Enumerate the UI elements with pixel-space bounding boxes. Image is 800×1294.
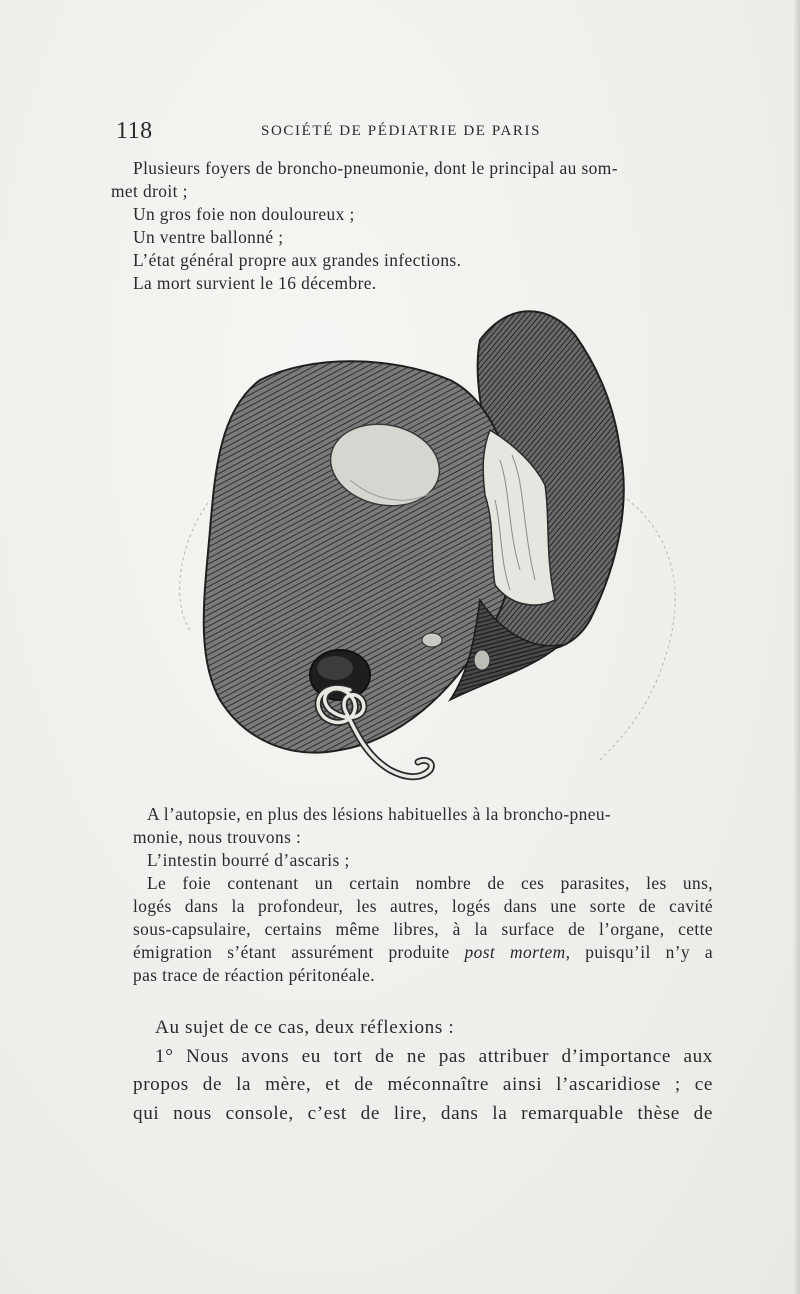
text-line <box>133 941 713 964</box>
text-line: La mort survient le 16 décembre. <box>133 273 377 293</box>
text-line: Un gros foie non douloureux ; <box>133 204 355 224</box>
latin-phrase: post mortem, <box>464 942 571 962</box>
text-line: Au sujet de ce cas, deux réflexions : <box>155 1017 455 1038</box>
text-segment: émigration s’étant assurément produite <box>133 942 450 962</box>
text-line: 1° Nous avons eu tort de ne pas attribuer d’importance aux <box>155 1045 713 1067</box>
text-line: L’état général propre aux grandes infections. <box>133 250 462 270</box>
text-line: Plusieurs foyers de broncho-pneumonie, dont le principal au som- <box>133 158 618 178</box>
text-segment: puisqu’il n’y a <box>585 942 714 962</box>
running-title: SOCIÉTÉ DE PÉDIATRIE DE PARIS <box>261 123 542 139</box>
page-number: 118 <box>116 118 153 144</box>
nodule <box>474 650 490 670</box>
nodule <box>422 633 442 647</box>
text-line: Un ventre ballonné ; <box>133 227 284 247</box>
text-line: monie, nous trouvons : <box>133 827 302 847</box>
paragraph-symptoms <box>111 157 713 295</box>
paragraph-autopsy <box>133 803 713 987</box>
paragraph-reflections <box>133 1014 713 1128</box>
text-line: qui nous console, c’est de lire, dans la remarquable thèse de <box>133 1102 713 1124</box>
text-line: L’intestin bourré d’ascaris ; <box>147 850 350 870</box>
text-line: A l’autopsie, en plus des lésions habituelles à la broncho-pneu- <box>147 804 612 824</box>
running-head <box>116 118 676 146</box>
page-edge <box>794 0 800 1294</box>
text-line: pas trace de réaction péritonéale. <box>133 965 375 985</box>
text-line: propos de la mère, et de méconnaître ainsi l’ascaridiose ; ce <box>133 1074 713 1095</box>
text-line: Le foie contenant un certain nombre de ces parasites, les uns, <box>147 873 713 893</box>
text-line: sous-capsulaire, certains même libres, à la surface de l’organe, cette <box>133 919 713 939</box>
liver-illustration <box>150 300 680 800</box>
text-line: met droit ; <box>111 181 188 201</box>
text-line: logés dans la profondeur, les autres, logés dans une sorte de cavité <box>133 896 713 916</box>
